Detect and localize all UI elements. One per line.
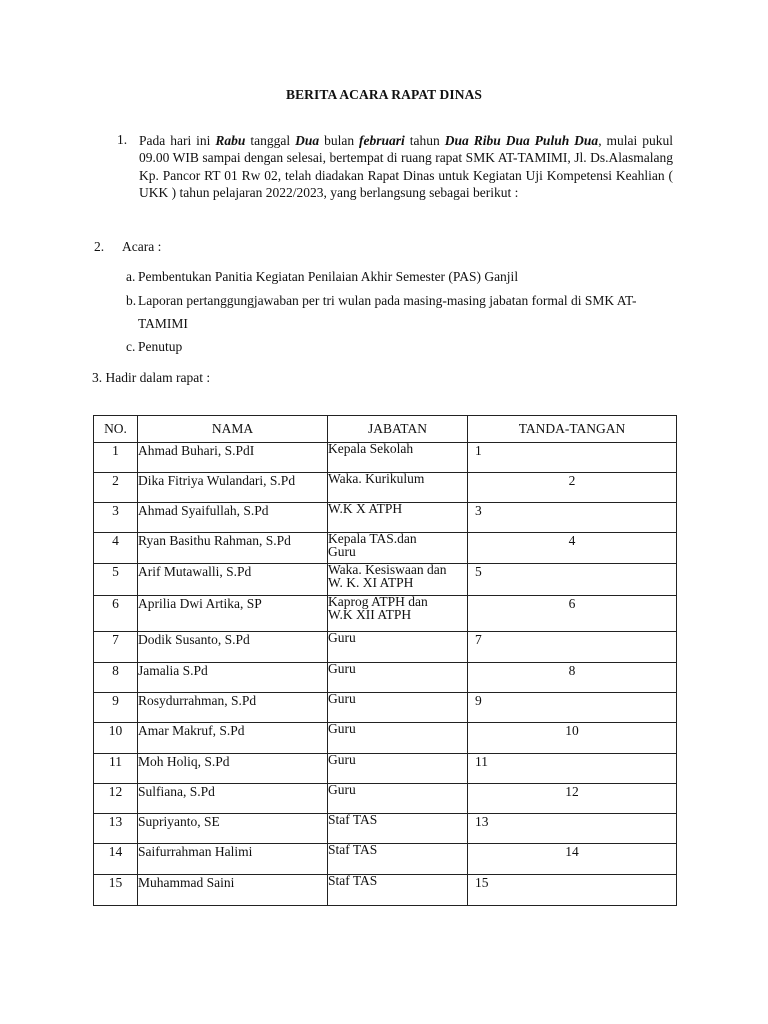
table-row bbox=[94, 814, 677, 844]
row-nama: Dika Fitriya Wulandari, S.Pd bbox=[138, 473, 328, 503]
p1-year: Dua Ribu Dua Puluh Dua bbox=[444, 133, 599, 148]
row-no: 11 bbox=[94, 754, 138, 784]
table-row bbox=[94, 443, 677, 473]
point-2-number: 2. bbox=[94, 239, 105, 254]
agenda-letter: c. bbox=[126, 339, 136, 354]
row-jabatan bbox=[328, 564, 468, 596]
attendance-table bbox=[93, 415, 677, 906]
row-jabatan-line-1: Staf TAS bbox=[328, 843, 378, 857]
row-jabatan bbox=[328, 784, 468, 814]
row-jabatan bbox=[328, 723, 468, 754]
row-jabatan bbox=[328, 533, 468, 564]
row-jabatan-line-1: Guru bbox=[328, 662, 356, 676]
row-jabatan bbox=[328, 473, 468, 503]
header-no: NO. bbox=[94, 416, 138, 443]
table-row bbox=[94, 632, 677, 663]
row-jabatan-line-1: Kepala Sekolah bbox=[328, 442, 414, 456]
row-jabatan bbox=[328, 663, 468, 693]
point-3-label: 3. Hadir dalam rapat : bbox=[92, 370, 211, 385]
row-tanda-tangan: 11 bbox=[468, 754, 677, 784]
row-jabatan-line-1: Waka. Kurikulum bbox=[328, 472, 425, 486]
row-no: 14 bbox=[94, 844, 138, 875]
row-nama: Arif Mutawalli, S.Pd bbox=[138, 564, 328, 596]
table-row bbox=[94, 503, 677, 533]
row-nama: Ahmad Buhari, S.PdI bbox=[138, 443, 328, 473]
row-jabatan bbox=[328, 632, 468, 663]
row-no: 15 bbox=[94, 875, 138, 906]
table-row bbox=[94, 663, 677, 693]
p1-month: februari bbox=[359, 133, 405, 148]
row-no: 6 bbox=[94, 596, 138, 632]
table-row bbox=[94, 875, 677, 906]
table-row bbox=[94, 564, 677, 596]
row-nama: Amar Makruf, S.Pd bbox=[138, 723, 328, 754]
row-jabatan-line-1: Staf TAS bbox=[328, 813, 378, 827]
point-2 bbox=[94, 239, 162, 255]
agenda-text: Pembentukan Panitia Kegiatan Penilaian Akhir Semester (PAS) Ganjil bbox=[138, 269, 519, 284]
header-nama: NAMA bbox=[138, 416, 328, 443]
row-tanda-tangan: 1 bbox=[468, 443, 677, 473]
row-tanda-tangan: 13 bbox=[468, 814, 677, 844]
row-jabatan-line-1: Guru bbox=[328, 631, 356, 645]
header-tanda-tangan: TANDA-TANGAN bbox=[468, 416, 677, 443]
row-jabatan-line-1: Guru bbox=[328, 722, 356, 736]
row-tanda-tangan: 2 bbox=[468, 473, 677, 503]
row-nama: Dodik Susanto, S.Pd bbox=[138, 632, 328, 663]
row-tanda-tangan: 10 bbox=[468, 723, 677, 754]
table-row bbox=[94, 596, 677, 632]
document-title: BERITA ACARA RAPAT DINAS bbox=[285, 87, 483, 102]
table-row bbox=[94, 533, 677, 564]
row-jabatan bbox=[328, 844, 468, 875]
p1-text-3: bulan bbox=[319, 133, 360, 148]
row-no: 4 bbox=[94, 533, 138, 564]
row-tanda-tangan: 8 bbox=[468, 663, 677, 693]
row-tanda-tangan: 15 bbox=[468, 875, 677, 906]
agenda-text: Laporan pertanggungjawaban per tri wulan pada masing-masing jabatan formal di SMK AT- bbox=[138, 293, 637, 308]
row-jabatan-line-1: Kepala TAS.dan bbox=[328, 532, 417, 546]
table-row bbox=[94, 693, 677, 723]
p1-date: Dua bbox=[295, 133, 320, 148]
row-tanda-tangan: 12 bbox=[468, 784, 677, 814]
agenda-text: Penutup bbox=[138, 339, 183, 354]
table-row bbox=[94, 473, 677, 503]
row-nama: Moh Holiq, S.Pd bbox=[138, 754, 328, 784]
row-no: 9 bbox=[94, 693, 138, 723]
row-nama: Ryan Basithu Rahman, S.Pd bbox=[138, 533, 328, 564]
row-no: 3 bbox=[94, 503, 138, 533]
row-tanda-tangan: 5 bbox=[468, 564, 677, 596]
row-no: 5 bbox=[94, 564, 138, 596]
agenda-letter: a. bbox=[126, 269, 136, 284]
row-no: 12 bbox=[94, 784, 138, 814]
table-header-row bbox=[94, 416, 677, 443]
row-jabatan-line-1: Staf TAS bbox=[328, 874, 378, 888]
point-1-number: 1. bbox=[117, 132, 128, 147]
row-jabatan-line-2: W. K. XI ATPH bbox=[328, 574, 414, 590]
row-nama: Jamalia S.Pd bbox=[138, 663, 328, 693]
row-jabatan bbox=[328, 754, 468, 784]
row-jabatan-line-1: Guru bbox=[328, 783, 356, 797]
p1-text-5: , mulai pukul 09.00 WIB sampai dengan selesai, bertempat di ruang rapat SMK AT-TAMIMI, Jl. Ds.Alasmalang Kp. Pancor RT 01 Rw 02, telah diadakan Rapat Dinas untuk Kegiatan Uji Kompetensi Keahlian ( UKK ) tahun pelajaran 2022/2023, yang berlangsung sebagai berikut : bbox=[139, 133, 673, 201]
table-row bbox=[94, 844, 677, 875]
row-nama: Ahmad Syaifullah, S.Pd bbox=[138, 503, 328, 533]
row-nama: Saifurrahman Halimi bbox=[138, 844, 328, 875]
row-tanda-tangan: 9 bbox=[468, 693, 677, 723]
row-tanda-tangan: 7 bbox=[468, 632, 677, 663]
table-row bbox=[94, 754, 677, 784]
row-tanda-tangan: 14 bbox=[468, 844, 677, 875]
row-nama: Sulfiana, S.Pd bbox=[138, 784, 328, 814]
agenda-letter: b. bbox=[126, 293, 137, 308]
row-jabatan bbox=[328, 814, 468, 844]
p1-text-2: tanggal bbox=[245, 133, 296, 148]
row-tanda-tangan: 3 bbox=[468, 503, 677, 533]
row-no: 13 bbox=[94, 814, 138, 844]
row-jabatan-line-1: Guru bbox=[328, 753, 356, 767]
row-jabatan-line-1: W.K X ATPH bbox=[328, 502, 403, 516]
row-tanda-tangan: 4 bbox=[468, 533, 677, 564]
row-no: 1 bbox=[94, 443, 138, 473]
p1-text-4: tahun bbox=[404, 133, 445, 148]
row-jabatan bbox=[328, 503, 468, 533]
row-no: 2 bbox=[94, 473, 138, 503]
row-jabatan-line-1: Waka. Kesiswaan dan bbox=[328, 563, 447, 577]
row-jabatan bbox=[328, 693, 468, 723]
row-jabatan bbox=[328, 875, 468, 906]
header-jabatan: JABATAN bbox=[328, 416, 468, 443]
row-jabatan bbox=[328, 596, 468, 632]
table-row bbox=[94, 784, 677, 814]
p1-day: Rabu bbox=[215, 133, 246, 148]
row-no: 8 bbox=[94, 663, 138, 693]
row-nama: Aprilia Dwi Artika, SP bbox=[138, 596, 328, 632]
row-no: 7 bbox=[94, 632, 138, 663]
row-jabatan-line-2: W.K XII ATPH bbox=[328, 606, 412, 622]
table-row bbox=[94, 723, 677, 754]
row-jabatan-line-2: Guru bbox=[328, 543, 356, 559]
row-tanda-tangan: 6 bbox=[468, 596, 677, 632]
agenda-text-continued: TAMIMI bbox=[138, 316, 188, 331]
row-jabatan-line-1: Guru bbox=[328, 692, 356, 706]
row-jabatan bbox=[328, 443, 468, 473]
row-nama: Rosydurrahman, S.Pd bbox=[138, 693, 328, 723]
row-jabatan-line-1: Kaprog ATPH dan bbox=[328, 595, 428, 609]
row-no: 10 bbox=[94, 723, 138, 754]
row-nama: Supriyanto, SE bbox=[138, 814, 328, 844]
row-nama: Muhammad Saini bbox=[138, 875, 328, 906]
p1-text-1: Pada hari ini bbox=[139, 133, 216, 148]
point-2-label: Acara : bbox=[122, 239, 162, 254]
point-1-paragraph bbox=[139, 132, 673, 202]
